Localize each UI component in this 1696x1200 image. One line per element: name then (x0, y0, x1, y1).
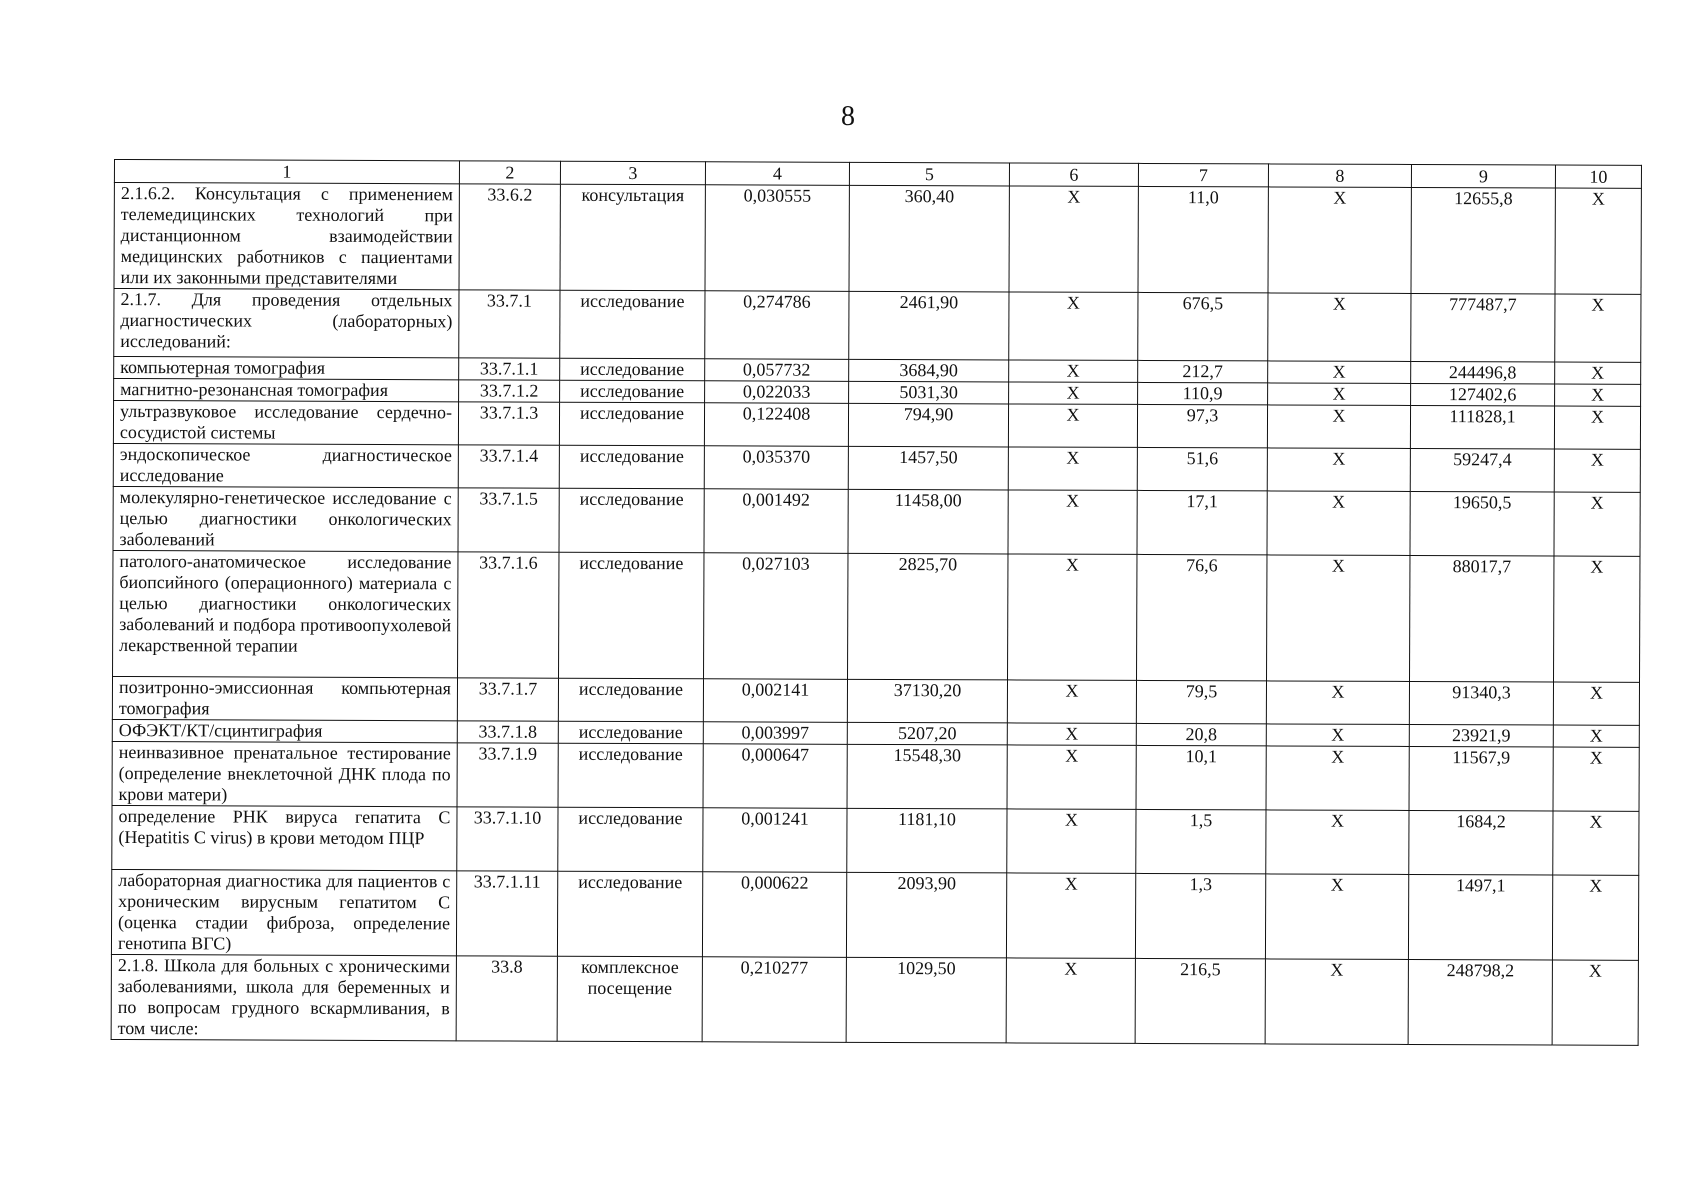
column-header: 2 (459, 161, 560, 184)
row-col4: 0,001492 (704, 489, 848, 554)
row-col5: 1029,50 (846, 957, 1006, 1043)
row-col7: 216,5 (1135, 958, 1265, 1043)
row-col10: X (1555, 362, 1641, 384)
row-col4: 0,002141 (703, 679, 847, 723)
row-col4: 0,057732 (705, 359, 849, 382)
row-col8: X (1265, 959, 1408, 1045)
row-col8: X (1268, 293, 1411, 362)
row-unit: исследование (560, 358, 705, 381)
row-col10: X (1552, 875, 1638, 960)
row-col9: 12655,8 (1411, 187, 1555, 294)
row-col7: 17,1 (1137, 490, 1267, 554)
row-code: 33.7.1 (459, 290, 560, 358)
row-col5: 2825,70 (848, 553, 1008, 680)
row-col8: X (1266, 724, 1409, 747)
table-row (112, 805, 1639, 875)
row-col8: X (1268, 361, 1411, 384)
row-col8: X (1267, 405, 1410, 449)
row-col8: X (1265, 874, 1408, 960)
row-description: позитронно-эмиссионная компьютерная томография (112, 676, 457, 720)
row-code: 33.7.1.2 (459, 380, 560, 402)
row-col10: X (1553, 725, 1639, 747)
row-description: неинвазивное пренатальное тестирование (определение внеклеточной ДНК плода по крови матери) (112, 741, 457, 806)
row-code: 33.7.1.9 (457, 743, 558, 807)
data-table (111, 159, 1642, 1046)
row-col5: 37130,20 (847, 679, 1007, 723)
row-col5: 2461,90 (849, 291, 1009, 360)
row-col8: X (1267, 448, 1410, 492)
row-col5: 5031,30 (849, 381, 1009, 404)
row-description: 2.1.8. Школа для больных с хроническими заболеваниями, школа для беременных и по вопросам грудного вскармливания, в том числе: (111, 954, 456, 1040)
row-col9: 88017,7 (1410, 555, 1554, 682)
column-header: 8 (1268, 164, 1411, 188)
row-col6: X (1009, 292, 1138, 360)
row-code: 33.7.1.3 (458, 402, 559, 445)
row-col9: 1497,1 (1408, 874, 1552, 960)
row-col5: 794,90 (848, 403, 1008, 447)
row-col4: 0,001241 (703, 808, 847, 873)
row-unit: исследование (558, 743, 703, 808)
row-col7: 51,6 (1137, 447, 1267, 490)
row-col9: 1684,2 (1409, 810, 1553, 875)
row-col7: 10,1 (1136, 745, 1266, 809)
row-col4: 0,035370 (704, 446, 848, 490)
row-unit: исследование (558, 721, 703, 744)
row-col7: 676,5 (1138, 292, 1268, 360)
row-col8: X (1267, 491, 1410, 556)
table-row (114, 183, 1641, 295)
row-col5: 2093,90 (846, 872, 1006, 958)
row-col4: 0,000622 (702, 872, 846, 958)
row-col7: 97,3 (1137, 404, 1267, 447)
row-col8: X (1266, 810, 1409, 875)
row-col10: X (1553, 682, 1639, 725)
row-col7: 212,7 (1138, 360, 1268, 382)
row-unit: исследование (559, 402, 704, 446)
row-col9: 11567,9 (1409, 746, 1553, 811)
row-col9: 111828,1 (1410, 405, 1554, 449)
row-col4: 0,030555 (705, 185, 849, 292)
row-col5: 1181,10 (847, 808, 1007, 873)
row-col8: X (1266, 746, 1409, 811)
row-col9: 91340,3 (1409, 681, 1553, 725)
row-col10: X (1552, 960, 1638, 1045)
row-col4: 0,000647 (703, 744, 847, 809)
row-col6: X (1008, 447, 1137, 490)
table-row (113, 486, 1640, 556)
row-col10: X (1554, 449, 1640, 492)
row-col10: X (1554, 492, 1640, 556)
row-col9: 244496,8 (1411, 361, 1555, 384)
row-unit: исследование (559, 445, 704, 489)
row-code: 33.7.1.10 (457, 807, 558, 871)
row-col4: 0,022033 (705, 381, 849, 404)
row-description: 2.1.7. Для проведения отдельных диагностических (лабораторных) исследований: (114, 289, 459, 358)
row-col7: 76,6 (1137, 554, 1267, 680)
row-unit: исследование (560, 290, 705, 359)
row-col6: X (1007, 723, 1136, 745)
row-col8: X (1266, 681, 1409, 725)
column-header: 1 (114, 160, 459, 184)
row-col5: 1457,50 (848, 446, 1008, 490)
row-code: 33.7.1.6 (458, 552, 559, 678)
table-row (113, 550, 1640, 682)
row-description: лабораторная диагностика для пациентов с хроническим вирусным гепатитом С (оценка стадии фиброза, определение генотипа ВГС) (111, 869, 456, 955)
row-description: 2.1.6.2. Консультация с применением телемедицинских технологий при дистанционном взаимодействии медицинских работников с пациентами или их законными представителями (114, 183, 459, 290)
row-unit: исследование (558, 678, 703, 722)
column-header: 5 (849, 162, 1009, 186)
row-unit: исследование (559, 488, 704, 553)
row-col8: X (1267, 555, 1410, 682)
row-col10: X (1555, 294, 1641, 362)
row-col7: 110,9 (1138, 382, 1268, 404)
row-description: компьютерная томография (114, 357, 459, 380)
row-col6: X (1009, 360, 1138, 382)
row-col6: X (1008, 490, 1137, 554)
row-col9: 59247,4 (1410, 448, 1554, 492)
row-col6: X (1008, 554, 1137, 680)
row-unit: исследование (557, 871, 702, 957)
row-unit: исследование (559, 552, 704, 679)
row-code: 33.7.1.4 (458, 445, 559, 488)
row-code: 33.7.1.7 (457, 678, 558, 721)
row-col9: 19650,5 (1410, 491, 1554, 556)
row-col6: X (1009, 186, 1138, 292)
column-header: 9 (1411, 164, 1555, 188)
row-col6: X (1006, 873, 1135, 958)
row-col9: 777487,7 (1411, 293, 1555, 362)
row-col9: 23921,9 (1409, 724, 1553, 747)
row-unit: комплексное посещение (557, 956, 702, 1042)
row-col8: X (1268, 187, 1411, 294)
row-col7: 1,3 (1135, 873, 1265, 958)
row-col9: 248798,2 (1408, 959, 1552, 1045)
row-code: 33.7.1.5 (458, 488, 559, 552)
row-col5: 5207,20 (847, 722, 1007, 745)
row-col6: X (1007, 680, 1136, 723)
page-number: 8 (841, 101, 855, 132)
table-row (112, 676, 1639, 725)
row-col5: 3684,90 (849, 359, 1009, 382)
row-code: 33.8 (456, 956, 557, 1041)
row-col10: X (1553, 811, 1639, 875)
row-description: магнитно-резонансная томография (114, 379, 459, 402)
row-description: ОФЭКТ/КТ/сцинтиграфия (112, 719, 457, 742)
row-col4: 0,003997 (703, 722, 847, 745)
column-header: 10 (1555, 165, 1641, 188)
row-col4: 0,122408 (704, 403, 848, 447)
row-description: ультразвуковое исследование сердечно-сосудистой системы (113, 401, 458, 445)
row-code: 33.7.1.8 (457, 721, 558, 743)
row-col5: 360,40 (849, 185, 1009, 292)
row-col10: X (1553, 747, 1639, 811)
row-col7: 1,5 (1136, 809, 1266, 873)
table-row (111, 954, 1638, 1045)
column-header: 3 (560, 161, 705, 185)
row-description: эндоскопическое диагностическое исследование (113, 443, 458, 487)
table-row (111, 869, 1638, 960)
column-header: 4 (705, 162, 849, 186)
row-col6: X (1006, 958, 1135, 1043)
row-col10: X (1555, 188, 1641, 294)
row-col7: 20,8 (1136, 723, 1266, 745)
row-col10: X (1554, 556, 1640, 682)
row-col7: 11,0 (1138, 186, 1268, 292)
row-code: 33.7.1.1 (459, 358, 560, 380)
row-col4: 0,210277 (702, 957, 846, 1043)
row-description: молекулярно-генетическое исследование с целью диагностики онкологических заболеваний (113, 486, 458, 551)
row-col10: X (1554, 406, 1640, 449)
table-row (113, 443, 1640, 492)
column-header: 6 (1009, 163, 1138, 186)
row-col6: X (1007, 809, 1136, 873)
row-col9: 127402,6 (1411, 383, 1555, 406)
row-col8: X (1268, 383, 1411, 406)
row-col4: 0,027103 (704, 553, 848, 680)
row-unit: исследование (558, 807, 703, 872)
table-row (114, 289, 1641, 363)
row-col6: X (1009, 382, 1138, 404)
row-col10: X (1555, 384, 1641, 406)
row-code: 33.6.2 (459, 184, 560, 290)
row-description: определение РНК вируса гепатита С (Hepatitis C virus) в крови методом ПЦР (112, 805, 457, 870)
row-col5: 11458,00 (848, 489, 1008, 554)
row-col6: X (1008, 404, 1137, 447)
row-col7: 79,5 (1136, 680, 1266, 723)
row-col4: 0,274786 (705, 291, 849, 360)
row-code: 33.7.1.11 (456, 871, 557, 956)
row-unit: консультация (560, 184, 705, 291)
table-row (112, 741, 1639, 811)
row-col5: 15548,30 (847, 744, 1007, 809)
row-col6: X (1007, 745, 1136, 809)
column-header: 7 (1138, 163, 1268, 186)
table-row (113, 401, 1640, 450)
row-unit: исследование (560, 380, 705, 403)
row-description: патолого-анатомическое исследование биопсийного (операционного) материала с целью диагностики онкологических заболеваний и подбора противоопухолевой лекарственной терапии (113, 550, 458, 677)
